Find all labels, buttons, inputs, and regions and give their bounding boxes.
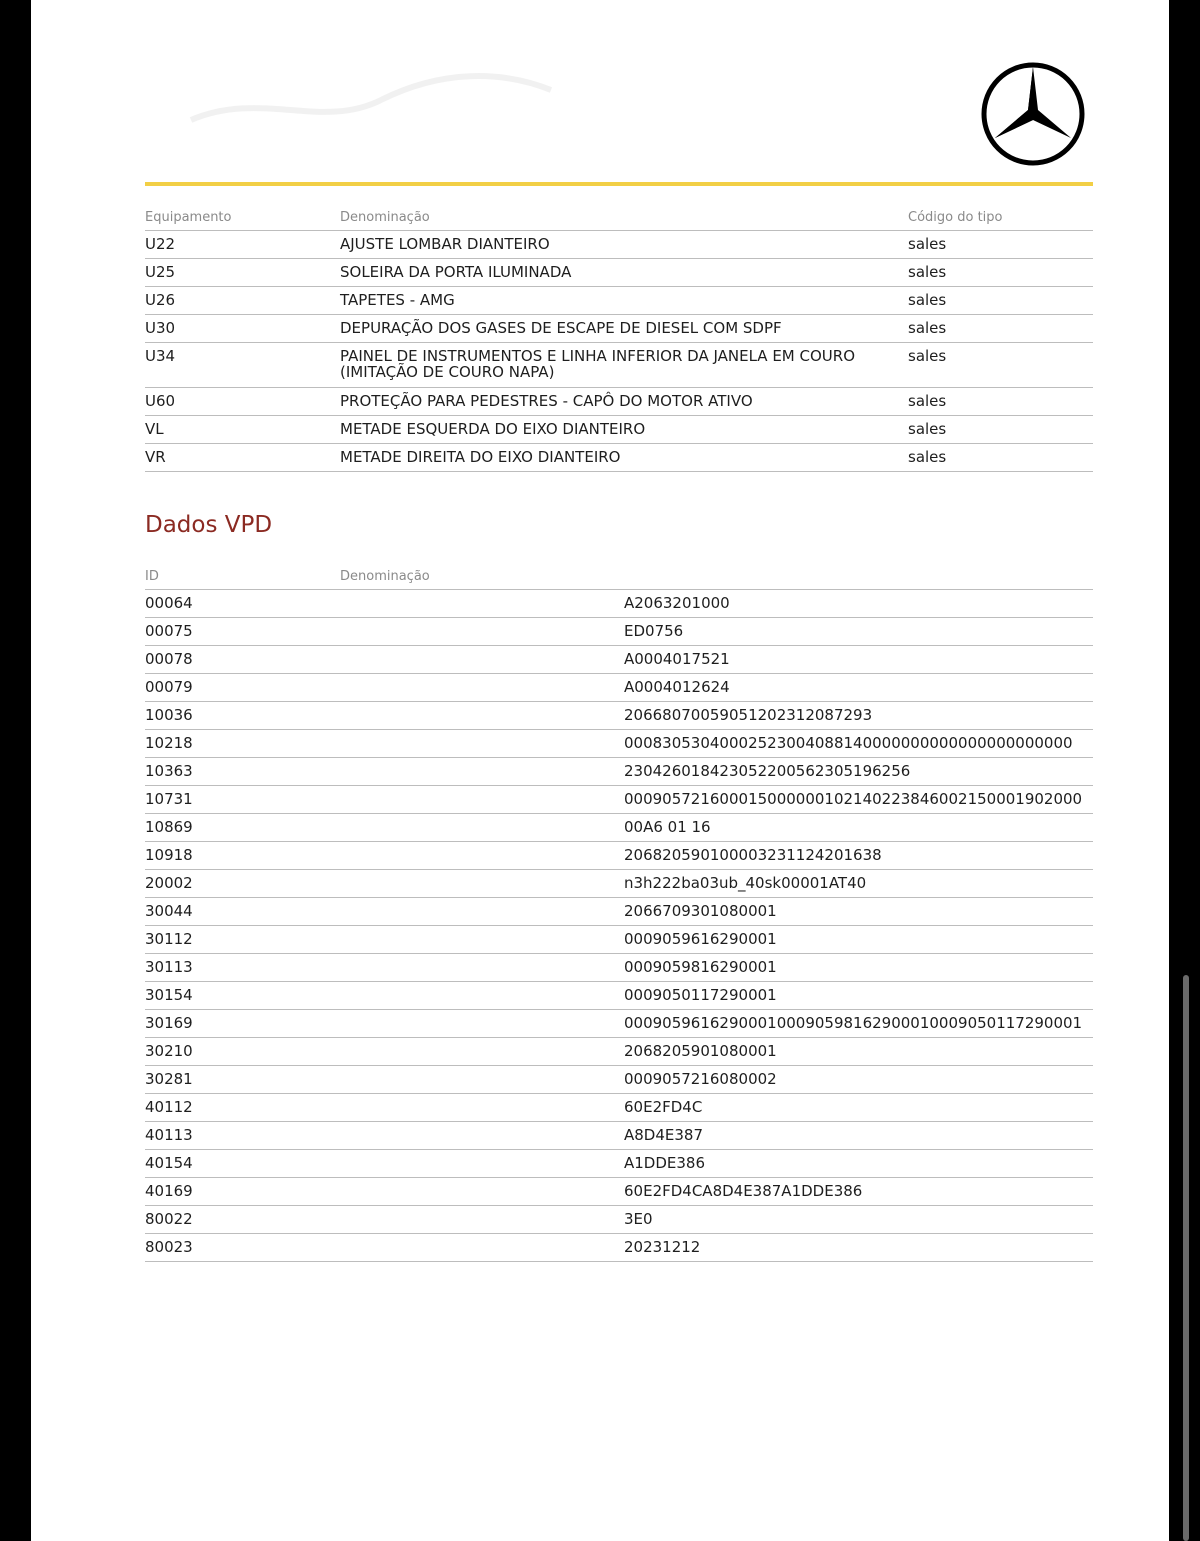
vpd-value: A8D4E387	[624, 1126, 704, 1144]
vpd-value: 0009059816290001	[624, 958, 777, 976]
vpd-id: 00078	[145, 650, 193, 668]
designation-line: METADE ESQUERDA DO EIXO DIANTEIRO	[340, 420, 646, 438]
vpd-value: A1DDE386	[624, 1154, 706, 1172]
equipment-code: U34	[145, 347, 176, 365]
equipment-table-header	[145, 206, 1093, 231]
type-code: sales	[908, 347, 947, 365]
table-row	[145, 287, 1093, 315]
equipment-code: U30	[145, 319, 176, 337]
type-code: sales	[908, 420, 947, 438]
vpd-id: 10363	[145, 762, 193, 780]
vpd-id: 10869	[145, 818, 193, 836]
header-type-code: Código do tipo	[908, 210, 1003, 225]
vpd-value: A2063201000	[624, 594, 730, 612]
vpd-value: 3E0	[624, 1210, 653, 1228]
vpd-value: A0004012624	[624, 678, 730, 696]
vpd-id: 80023	[145, 1238, 193, 1256]
vpd-value: 0009057216080002	[624, 1070, 777, 1088]
equipment-designation	[340, 320, 880, 336]
vpd-value: 20668070059051202312087293	[624, 706, 873, 724]
document-page	[31, 0, 1169, 1541]
equipment-code: U25	[145, 263, 176, 281]
vpd-id: 10036	[145, 706, 193, 724]
type-code: sales	[908, 448, 947, 466]
vpd-value: 206820590100003231124201638	[624, 846, 882, 864]
equipment-designation	[340, 449, 880, 465]
table-row	[145, 898, 1093, 926]
vpd-id: 10731	[145, 790, 193, 808]
table-row	[145, 926, 1093, 954]
designation-line: PAINEL DE INSTRUMENTOS E LINHA INFERIOR DA JANELA EM COURO	[340, 347, 856, 365]
table-row	[145, 730, 1093, 758]
vpd-id: 20002	[145, 874, 193, 892]
vpd-id: 40112	[145, 1098, 193, 1116]
equipment-designation	[340, 393, 880, 409]
equipment-designation	[340, 264, 880, 280]
vpd-id: 00064	[145, 594, 193, 612]
table-row	[145, 1234, 1093, 1262]
vpd-value: 000905721600015000000102140223846002150001902000	[624, 790, 1083, 808]
vpd-id: 40154	[145, 1154, 193, 1172]
header-designation: Denominação	[340, 569, 430, 584]
designation-line: AJUSTE LOMBAR DIANTEIRO	[340, 235, 550, 253]
equipment-designation	[340, 236, 880, 252]
vpd-value: 230426018423052200562305196256	[624, 762, 911, 780]
table-row	[145, 786, 1093, 814]
table-row	[145, 1178, 1093, 1206]
designation-line-2: (IMITAÇÃO DE COURO NAPA)	[340, 363, 555, 381]
header-equipment: Equipamento	[145, 210, 232, 225]
vpd-id: 10218	[145, 734, 193, 752]
header-designation: Denominação	[340, 210, 430, 225]
vpd-value: 20231212	[624, 1238, 701, 1256]
table-row	[145, 674, 1093, 702]
table-row	[145, 416, 1093, 444]
table-row	[145, 1066, 1093, 1094]
vpd-id: 40113	[145, 1126, 193, 1144]
vpd-id: 30044	[145, 902, 193, 920]
type-code: sales	[908, 263, 947, 281]
type-code: sales	[908, 235, 947, 253]
table-row	[145, 259, 1093, 287]
table-row	[145, 444, 1093, 472]
scrollbar[interactable]	[1183, 975, 1189, 1541]
vpd-value: n3h222ba03ub_40sk00001AT40	[624, 874, 867, 892]
vpd-id: 30210	[145, 1042, 193, 1060]
equipment-designation	[340, 292, 880, 308]
vpd-value: 0009050117290001	[624, 986, 777, 1004]
equipment-code: VL	[145, 420, 164, 438]
table-row	[145, 870, 1093, 898]
equipment-code: VR	[145, 448, 166, 466]
designation-line: DEPURAÇÃO DOS GASES DE ESCAPE DE DIESEL COM SDPF	[340, 319, 782, 337]
equipment-code: U60	[145, 392, 176, 410]
table-row	[145, 646, 1093, 674]
table-row	[145, 702, 1093, 730]
vpd-value: 60E2FD4CA8D4E387A1DDE386	[624, 1182, 863, 1200]
table-row	[145, 618, 1093, 646]
table-row	[145, 590, 1093, 618]
table-row	[145, 1038, 1093, 1066]
table-row	[145, 814, 1093, 842]
vpd-id: 80022	[145, 1210, 193, 1228]
vpd-id: 30154	[145, 986, 193, 1004]
faint-watermark	[181, 60, 561, 140]
equipment-designation	[340, 421, 880, 437]
table-row	[145, 1010, 1093, 1038]
table-row	[145, 1122, 1093, 1150]
vpd-table	[145, 565, 1093, 1262]
table-row	[145, 1094, 1093, 1122]
vpd-value: 000905961629000100090598162900010009050117290001	[624, 1014, 1083, 1032]
table-row	[145, 982, 1093, 1010]
designation-line: SOLEIRA DA PORTA ILUMINADA	[340, 263, 572, 281]
section-title-vpd: Dados VPD	[145, 512, 273, 538]
table-row	[145, 231, 1093, 259]
table-row	[145, 388, 1093, 416]
designation-line: PROTEÇÃO PARA PEDESTRES - CAPÔ DO MOTOR ATIVO	[340, 392, 753, 410]
vpd-id: 30112	[145, 930, 193, 948]
table-row	[145, 842, 1093, 870]
vpd-value: 0009059616290001	[624, 930, 777, 948]
table-row	[145, 315, 1093, 343]
vpd-value: ED0756	[624, 622, 684, 640]
equipment-designation	[340, 348, 880, 380]
vpd-value: 2068205901080001	[624, 1042, 777, 1060]
vpd-id: 00079	[145, 678, 193, 696]
vpd-value: 00A6 01 16	[624, 818, 711, 836]
vpd-id: 30281	[145, 1070, 193, 1088]
equipment-table	[145, 206, 1093, 472]
vpd-value: 60E2FD4C	[624, 1098, 703, 1116]
table-row	[145, 1150, 1093, 1178]
header-id: ID	[145, 569, 159, 584]
vpd-value: 00083053040002523004088140000000000000000000000	[624, 734, 1073, 752]
vpd-id: 30169	[145, 1014, 193, 1032]
mercedes-star-icon	[979, 60, 1087, 168]
equipment-code: U22	[145, 235, 176, 253]
designation-line: TAPETES - AMG	[340, 291, 455, 309]
designation-line: METADE DIREITA DO EIXO DIANTEIRO	[340, 448, 621, 466]
table-row	[145, 1206, 1093, 1234]
vpd-id: 00075	[145, 622, 193, 640]
vpd-table-header	[145, 565, 1093, 590]
vpd-id: 10918	[145, 846, 193, 864]
vpd-id: 30113	[145, 958, 193, 976]
equipment-code: U26	[145, 291, 176, 309]
accent-rule	[145, 182, 1093, 186]
type-code: sales	[908, 291, 947, 309]
table-row	[145, 954, 1093, 982]
type-code: sales	[908, 392, 947, 410]
table-row	[145, 758, 1093, 786]
table-row	[145, 343, 1093, 388]
type-code: sales	[908, 319, 947, 337]
vpd-value: A0004017521	[624, 650, 730, 668]
vpd-value: 2066709301080001	[624, 902, 777, 920]
vpd-id: 40169	[145, 1182, 193, 1200]
